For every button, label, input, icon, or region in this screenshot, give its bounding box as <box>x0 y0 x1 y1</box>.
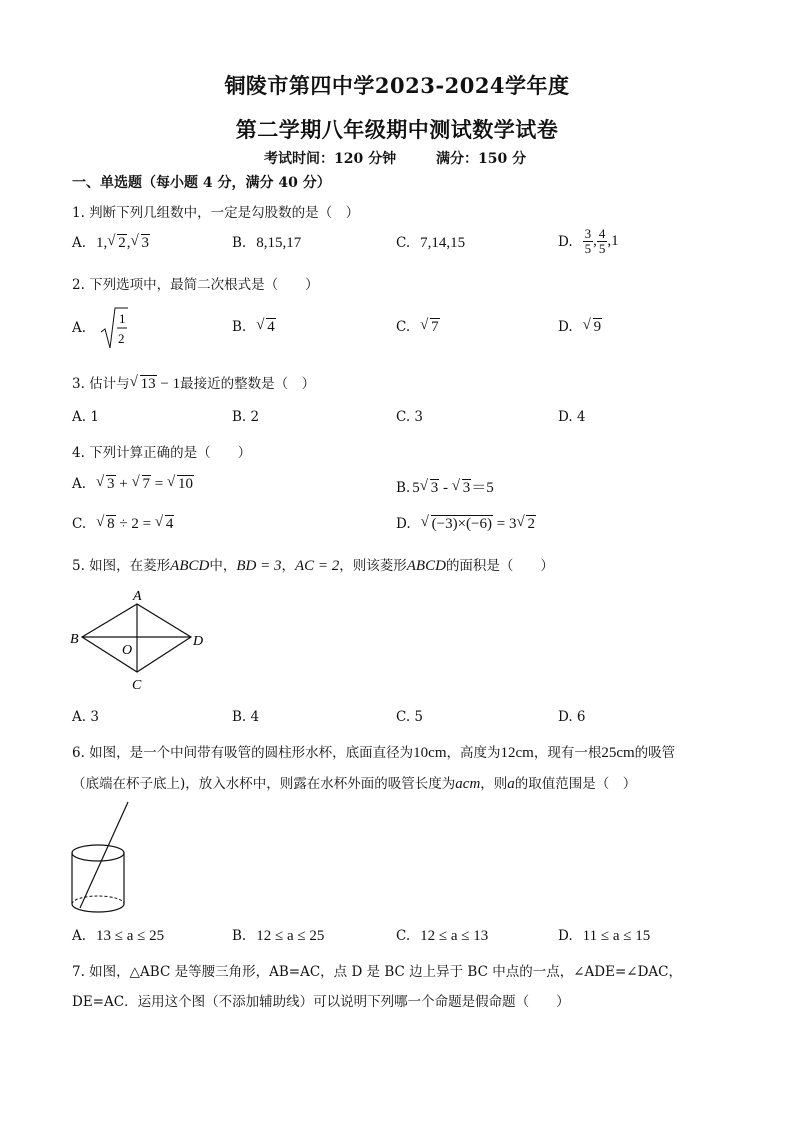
exam-title-line1: 铜陵市第四中学2023-2024学年度 <box>224 73 570 98</box>
sqrt-half-expression <box>100 306 128 350</box>
question-3: 3. 估计与√ 13 − 1最接近的整数是（ ） <box>72 372 315 393</box>
question-2: 2. 下列选项中，最简二次根式是（ ） <box>72 277 319 293</box>
q4-option-b: B. 5√ 3 - √ 3＝5 <box>396 476 494 497</box>
q1-option-d: D. $\frac{3}{5}$ , $\frac{4}{5}$ ,1 <box>558 226 619 256</box>
q2-option-b: B.√ 4 <box>232 319 276 336</box>
vertex-label-a: A <box>133 589 142 604</box>
q2-option-c: C.√ 7 <box>396 319 440 336</box>
q5-option-b: B. 4 <box>232 709 260 725</box>
q1-option-c: C. 7,14,15 <box>396 235 466 251</box>
rhombus-figure <box>66 584 216 694</box>
q5-option-d: D. 6 <box>558 709 586 725</box>
exam-title-line2: 第二学期八年级期中测试数学试卷 <box>235 117 559 142</box>
q6-option-d: D. 11 ≤ a ≤ 15 <box>558 928 651 944</box>
svg-text:1: 1 <box>119 311 126 326</box>
cup-with-straw-figure <box>66 800 146 925</box>
q4-option-c: C.√ 8 ÷ 2 = √ 4 <box>72 516 174 533</box>
question-7-line1: 7. 如图，△ABC 是等腰三角形，AB=AC，点 D 是 BC 边上异于 BC 中点的一点，∠ADE=∠DAC， <box>72 964 682 980</box>
q6-option-b: B. 12 ≤ a ≤ 25 <box>232 928 325 944</box>
q1-option-a: A. 1,√ 2,√ 3 <box>72 235 150 252</box>
q6-option-c: C. 12 ≤ a ≤ 13 <box>396 928 489 944</box>
q2-option-a: A. 1 2 <box>72 306 128 350</box>
q3-option-b: B. 2 <box>232 409 260 425</box>
q4-option-d: D.√ (−3)×(−6) = 3√ 2 <box>396 516 536 533</box>
q3-option-a: A. 1 <box>72 409 99 425</box>
vertex-label-d: D <box>193 634 204 649</box>
section-heading: 一、单选题（每小题 4 分，满分 40 分） <box>72 175 331 191</box>
q3-option-d: D. 4 <box>558 409 586 425</box>
q3-option-c: C. 3 <box>396 409 424 425</box>
center-label-o: O <box>122 643 133 658</box>
q4-option-a: A.√ 3 + √ 7 = √ 10 <box>72 476 194 493</box>
q6-option-a: A. 13 ≤ a ≤ 25 <box>72 928 165 944</box>
q5-option-c: C. 5 <box>396 709 424 725</box>
question-1: 1. 判断下列几组数中，一定是勾股数的是（ ） <box>72 205 360 221</box>
exam-score: 满分：150 分 <box>436 151 527 167</box>
q1-option-b: B. 8,15,17 <box>232 235 302 251</box>
question-4: 4. 下列计算正确的是（ ） <box>72 445 252 461</box>
question-5: 5. 如图，在菱形ABCD中，BD = 3，AC = 2，则该菱形ABCD的面积是（ ） <box>72 558 554 574</box>
question-7-line2: DE=AC．运用这个图（不添加辅助线）可以说明下列哪一个命题是假命题（ ） <box>72 994 570 1010</box>
question-6-line2: （底端在杯子底上)，放入水杯中，则露在水杯外面的吸管长度为acm，则a的取值范围是（ ） <box>72 776 637 792</box>
question-6-line1: 6. 如图，是一个中间带有吸管的圆柱形水杯，底面直径为10cm，高度为12cm，现有一根25cm的吸管 <box>72 745 676 761</box>
exam-time: 考试时间：120 分钟 <box>264 151 397 167</box>
svg-text:2: 2 <box>118 331 125 346</box>
q2-option-d: D.√ 9 <box>558 319 602 336</box>
q5-option-a: A. 3 <box>72 709 99 725</box>
vertex-label-c: C <box>132 678 142 693</box>
vertex-label-b: B <box>70 632 79 647</box>
